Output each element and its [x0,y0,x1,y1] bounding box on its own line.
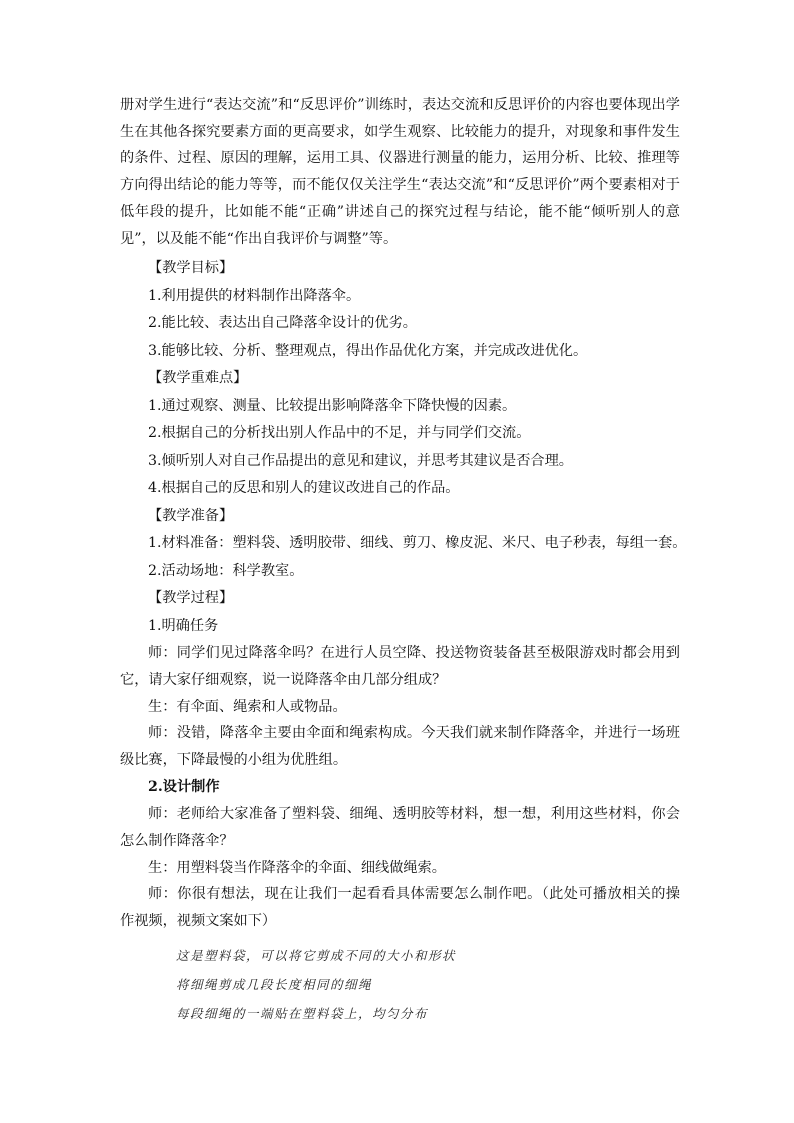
step-title-1: 1.明确任务 [148,617,219,634]
video-script-line: 将细绳剪成几段长度相同的细绳 [176,976,373,992]
section-heading-goals: 【教学目标】 [148,260,234,277]
key-point-item: 3.倾听别人对自己作品提出的意见和建议，并思考其建议是否合理。 [148,452,573,469]
goal-item: 3.能够比较、分析、整理观点，得出作品优化方案，并完成改进优化。 [148,342,588,359]
dialogue-paragraph: 生：有伞面、绳索和人或物品。 [148,698,347,715]
section-heading-process: 【教学过程】 [148,590,234,607]
video-script [120,941,680,1028]
step-title-2: 2.设计制作 [148,778,220,795]
preparation-item: 1.材料准备：塑料袋、透明胶带、细线、剪刀、橡皮泥、米尺、电子秒表，每组一套。 [148,535,687,552]
section-heading-preparation: 【教学准备】 [148,507,234,524]
preparation-item: 2.活动场地：科学教室。 [148,562,304,579]
goal-item: 2.能比较、表达出自己降落伞设计的优劣。 [148,315,417,332]
intro-paragraph: 册对学生进行“表达交流”和“反思评价”训练时，表达交流和反思评价的内容也要体现出学生在其他各探究要素方面的更高要求，如学生观察、比较能力的提升，对现象和事件发生的条件、过程、原因的理解，运用工具、仪器进行测量的能力，运用分析、比较、推理等方向得出结论的能力等等，而不能仅仅关注学生“表达交流”和“反思评价”两个要素相对于低年段的提升，比如能不能“正确”讲述自己的探究过程与结论，能不能“倾听别人的意见”，以及能不能“作出自我评价与调整”等。 [120,97,680,247]
key-point-item: 1.通过观察、测量、比较提出影响降落伞下降快慢的因素。 [148,397,517,414]
key-point-item: 2.根据自己的分析找出别人作品中的不足，并与同学们交流。 [148,425,531,442]
goal-item: 1.利用提供的材料制作出降落伞。 [148,287,361,304]
dialogue-paragraph: 师：你很有想法，现在让我们一起看看具体需要怎么制作吧。（此处可播放相关的操作视频，视频文案如下） [120,886,680,930]
dialogue-paragraph: 生：用塑料袋当作降落伞的伞面、细线做绳索。 [148,859,446,876]
dialogue-paragraph: 师：没错，降落伞主要由伞面和绳索构成。今天我们就来制作降落伞，并进行一场班级比赛，下降最慢的小组为优胜组。 [120,725,680,769]
key-point-item: 4.根据自己的反思和别人的建议改进自己的作品。 [148,480,460,497]
dialogue-paragraph: 师：老师给大家准备了塑料袋、细绳、透明胶等材料，想一想，利用这些材料，你会怎么制作降落伞？ [120,806,680,849]
video-script-line: 这是塑料袋，可以将它剪成不同的大小和形状 [176,947,457,963]
dialogue-paragraph: 师：同学们见过降落伞吗？在进行人员空降、投送物资装备甚至极限游戏时都会用到它，请大家仔细观察，说一说降落伞由几部分组成？ [120,645,680,688]
document-body [120,92,687,1028]
video-script-line: 每段细绳的一端贴在塑料袋上，均匀分布 [176,1005,429,1021]
section-heading-key-points: 【教学重难点】 [148,370,248,387]
